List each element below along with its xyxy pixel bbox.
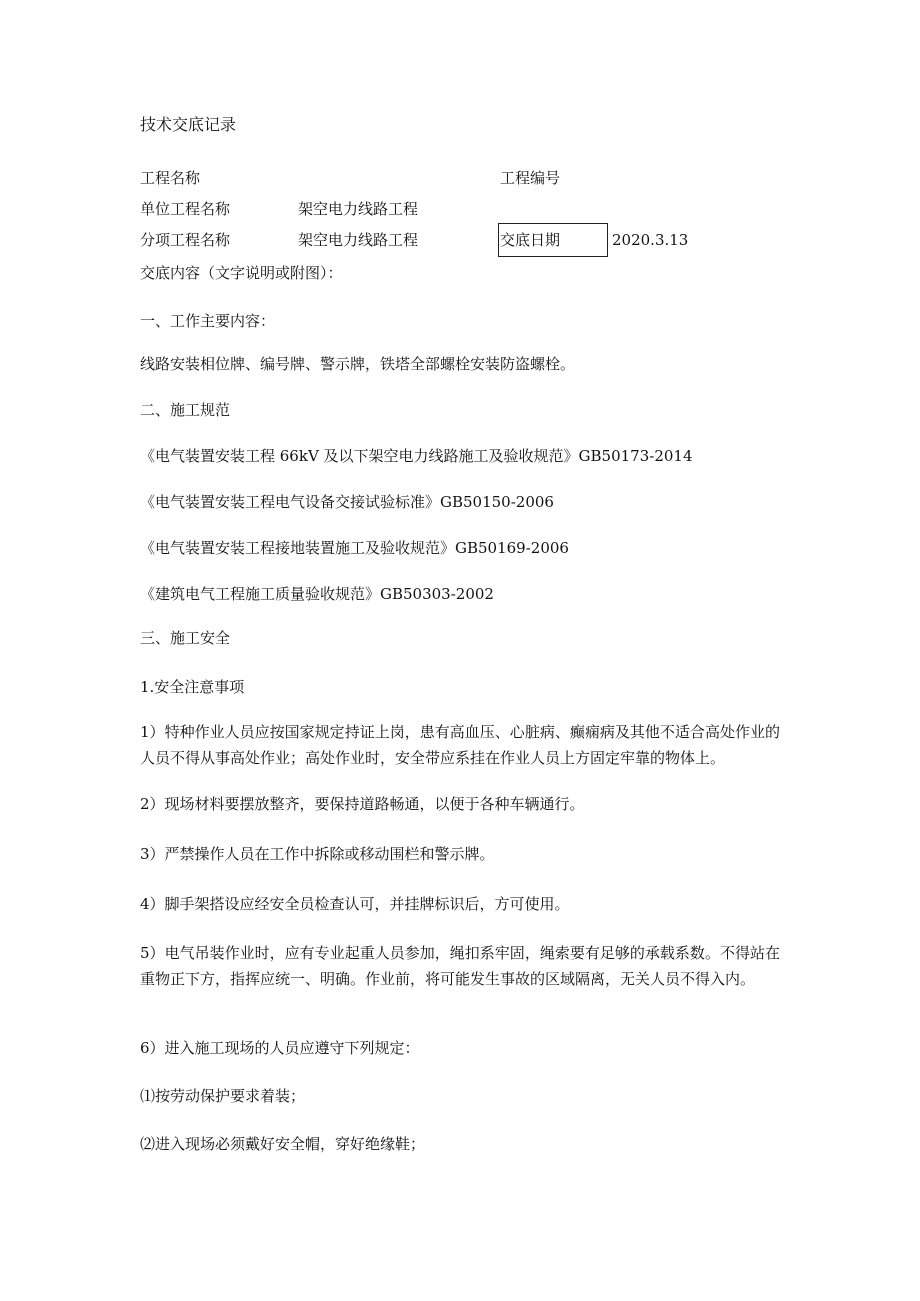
date-value: 2020.3.13: [612, 231, 689, 249]
standard-item: 《电气装置安装工程接地装置施工及验收规范》GB50169-2006: [140, 539, 569, 557]
safety-item: 2）现场材料要摆放整齐，要保持道路畅通，以便于各种车辆通行。: [140, 795, 585, 813]
safety-item: 4）脚手架搭设应经安全员检查认可，并挂牌标识后，方可使用。: [140, 895, 570, 913]
standard-item: 《电气装置安装工程电气设备交接试验标准》GB50150-2006: [140, 493, 554, 511]
safety-item: 1）特种作业人员应按国家规定持证上岗，患有高血压、心脏病、癫痫病及其他不适合高处作业的人员不得从事高处作业；高处作业时，安全带应系挂在作业人员上方固定牢靠的物体上。: [140, 723, 780, 767]
sub-project-value: 架空电力线路工程: [298, 231, 419, 249]
safety-item: 5）电气吊装作业时，应有专业起重人员参加，绳扣系牢固，绳索要有足够的承载系数。不得站在重物正下方，指挥应统一、明确。作业前，将可能发生事故的区域隔离，无关人员不得入内。: [140, 944, 780, 988]
sub-project-label: 分项工程名称: [140, 231, 231, 249]
standard-item: 《建筑电气工程施工质量验收规范》GB50303-2002: [140, 585, 494, 603]
safety-item: ⑴按劳动保护要求着装；: [140, 1087, 306, 1105]
safety-item: 6）进入施工现场的人员应遵守下列规定：: [140, 1039, 420, 1057]
date-label: 交底日期: [500, 231, 561, 249]
safety-item: 3）严禁操作人员在工作中拆除或移动围栏和警示牌。: [140, 845, 495, 863]
safety-item: ⑵进入现场必须戴好安全帽，穿好绝缘鞋；: [140, 1135, 426, 1153]
unit-project-label: 单位工程名称: [140, 200, 231, 218]
document-title: 技术交底记录: [140, 115, 237, 134]
standard-item: 《电气装置安装工程 66kV 及以下架空电力线路施工及验收规范》GB50173-2014: [140, 447, 693, 465]
project-number-label: 工程编号: [500, 169, 561, 187]
content-label: 交底内容（文字说明或附图）：: [140, 264, 343, 282]
project-name-label: 工程名称: [140, 169, 201, 187]
section-3-heading: 三、施工安全: [140, 629, 231, 647]
unit-project-value: 架空电力线路工程: [298, 200, 419, 218]
section-1-heading: 一、工作主要内容：: [140, 312, 276, 330]
section-1-text: 线路安装相位牌、编号牌、警示牌，铁塔全部螺栓安装防盗螺栓。: [140, 355, 576, 373]
section-2-heading: 二、施工规范: [140, 401, 231, 419]
section-3-subheading: 1.安全注意事项: [140, 678, 245, 696]
